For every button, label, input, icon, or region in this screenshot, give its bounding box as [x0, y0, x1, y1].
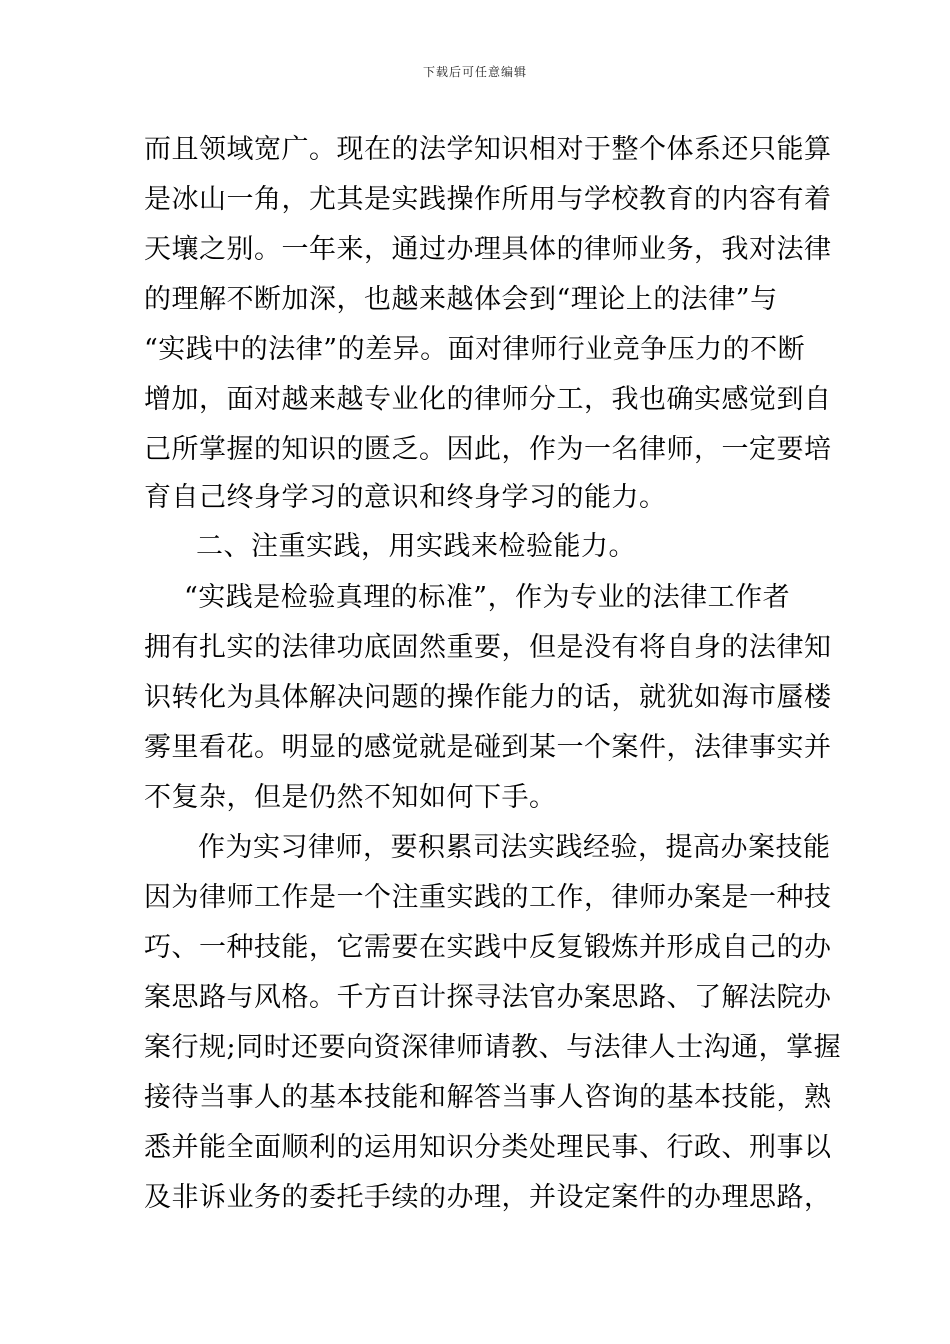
body-line: 悉并能全面顺利的运用知识分类处理民事、行政、刑事以 [144, 1132, 832, 1163]
body-line: 育自己终身学习的意识和终身学习的能力。 [144, 482, 667, 513]
body-line: 因为律师工作是一个注重实践的工作，律师办案是一种技 [144, 882, 832, 913]
body-line: 巧、一种技能，它需要在实践中反复锻炼并形成自己的办 [144, 932, 832, 963]
section-heading: 二、注重实践，用实践来检验能力。 [196, 531, 636, 562]
body-line: 而且领域宽广。现在的法学知识相对于整个体系还只能算 [144, 134, 832, 165]
body-line: 识转化为具体解决问题的操作能力的话，就犹如海市蜃楼 [144, 682, 832, 713]
body-line: 不复杂，但是仍然不知如何下手。 [144, 782, 557, 813]
body-line: 增加，面对越来越专业化的律师分工，我也确实感觉到自 [144, 384, 832, 415]
body-line: 拥有扎实的法律功底固然重要，但是没有将自身的法律知 [144, 632, 832, 663]
body-line: 己所掌握的知识的匮乏。因此，作为一名律师，一定要培 [144, 434, 832, 465]
body-line: 案思路与风格。千方百计探寻法官办案思路、了解法院办 [144, 982, 832, 1013]
body-line: 的理解不断加深，也越来越体会到“理论上的法律”与 [144, 284, 778, 315]
body-line: 天壤之别。一年来，通过办理具体的律师业务，我对法律 [144, 234, 832, 265]
body-line: 作为实习律师，要积累司法实践经验，提高办案技能 [198, 832, 831, 863]
body-line: 案行规;同时还要向资深律师请教、与法律人士沟通，掌握 [144, 1032, 842, 1063]
body-line: “实践中的法律”的差异。面对律师行业竞争压力的不断 [144, 334, 806, 365]
body-line: 接待当事人的基本技能和解答当事人咨询的基本技能，熟 [144, 1082, 832, 1113]
body-line: “实践是检验真理的标准”，作为专业的法律工作者 [184, 582, 791, 613]
page-header: 下载后可任意编辑 [422, 65, 527, 79]
body-line: 雾里看花。明显的感觉就是碰到某一个案件，法律事实并 [144, 732, 832, 763]
body-line: 是冰山一角，尤其是实践操作所用与学校教育的内容有着 [144, 184, 832, 215]
body-line: 及非诉业务的委托手续的办理，并设定案件的办理思路， [144, 1182, 832, 1213]
